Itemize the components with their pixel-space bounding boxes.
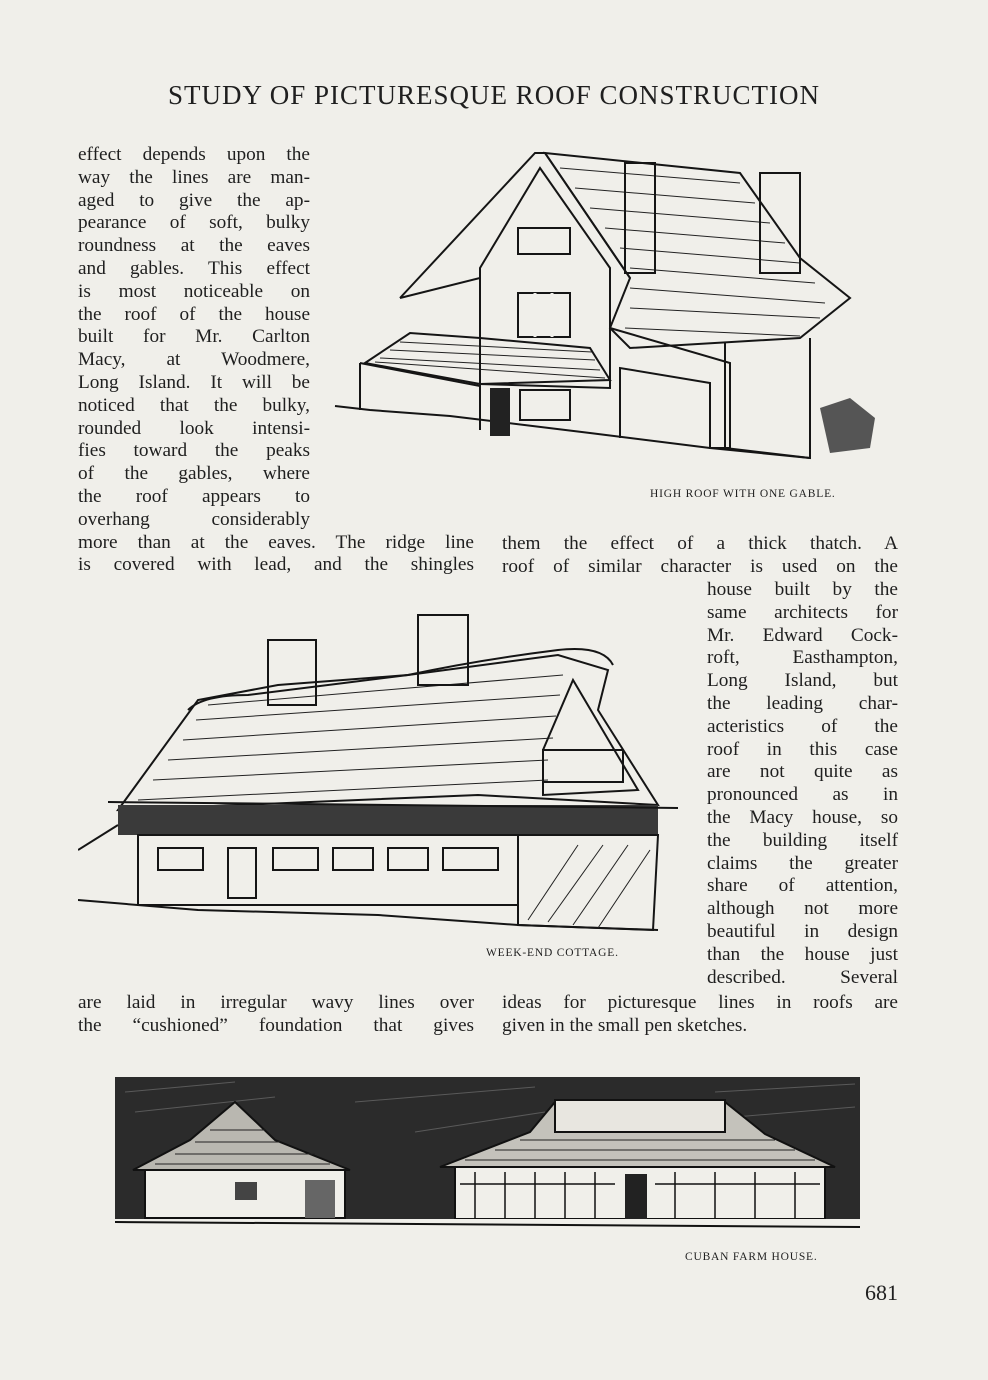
cuban-farm-house-illustration [115,1072,863,1237]
text-line: them the effect of a thick thatch. A [502,533,898,554]
week-end-cottage-illustration [78,610,683,935]
text-line: ideas for picturesque lines in roofs are [502,992,898,1013]
text-line: given in the small pen sketches. [502,1014,748,1036]
text-line: roof of similar character is used on the [502,555,898,577]
right-column-top-text [502,533,898,579]
text-line: the building itself [707,829,898,851]
text-line: Long Island, but [707,670,898,692]
page-title: STUDY OF PICTURESQUE ROOF CONSTRUCTION [167,80,821,110]
text-line: Macy, at Woodmere, [78,349,310,371]
text-line: Long Island. It will be [78,371,310,393]
text-line: fies toward the peaks [78,440,310,462]
text-line: house built by the [707,579,898,600]
left-column-bottom-text [78,992,474,1038]
text-line: roof in this case [707,738,898,760]
text-line: share of attention, [707,875,898,897]
high-roof-house-illustration [330,148,895,478]
text-line: the Macy house, so [707,806,898,828]
page-number: 681 [865,1280,898,1305]
text-line: built for Mr. Carlton [78,326,310,348]
text-line: the leading char- [707,692,898,714]
text-line: beautiful in design [707,920,898,942]
text-line: the “cushioned” foundation that gives [78,1014,474,1036]
figure-caption: WEEK-END COTTAGE. [486,947,619,959]
text-line: rounded look intensi- [78,417,310,439]
text-line: way the lines are man- [78,166,310,188]
text-line: the roof of the house [78,303,310,325]
text-line: Mr. Edward Cock- [707,624,898,646]
right-column-bottom-text [502,992,898,1038]
text-line: claims the greater [707,852,898,874]
text-line: noticed that the bulky, [78,394,310,416]
text-line: effect depends upon the [78,144,310,165]
text-line: is most noticeable on [78,280,310,302]
text-line: described. Several [707,966,898,988]
figure-caption: CUBAN FARM HOUSE. [685,1251,818,1263]
text-line: of the gables, where [78,463,310,485]
text-line: although not more [707,898,898,920]
text-line: acteristics of the [707,715,898,737]
right-column-narrow-text [707,579,898,989]
figure-caption: HIGH ROOF WITH ONE GABLE. [650,488,836,500]
text-line: roft, Easthampton, [707,647,898,669]
text-line: than the house just [707,943,898,965]
text-line: pearance of soft, bulky [78,212,310,234]
text-line: are not quite as [707,761,898,783]
text-line: overhang considerably [78,508,310,530]
text-line: are laid in irregular wavy lines over [78,992,474,1013]
text-line: same architects for [707,601,898,623]
text-line: roundness at the eaves [78,235,310,257]
text-line: and gables. This effect [78,257,310,279]
text-line: pronounced as in [707,784,898,806]
text-line: aged to give the ap- [78,189,310,211]
text-line: the roof appears to [78,485,310,507]
text-line: more than at the eaves. The ridge line [78,531,474,553]
text-line: is covered with lead, and the shingles [78,554,474,576]
